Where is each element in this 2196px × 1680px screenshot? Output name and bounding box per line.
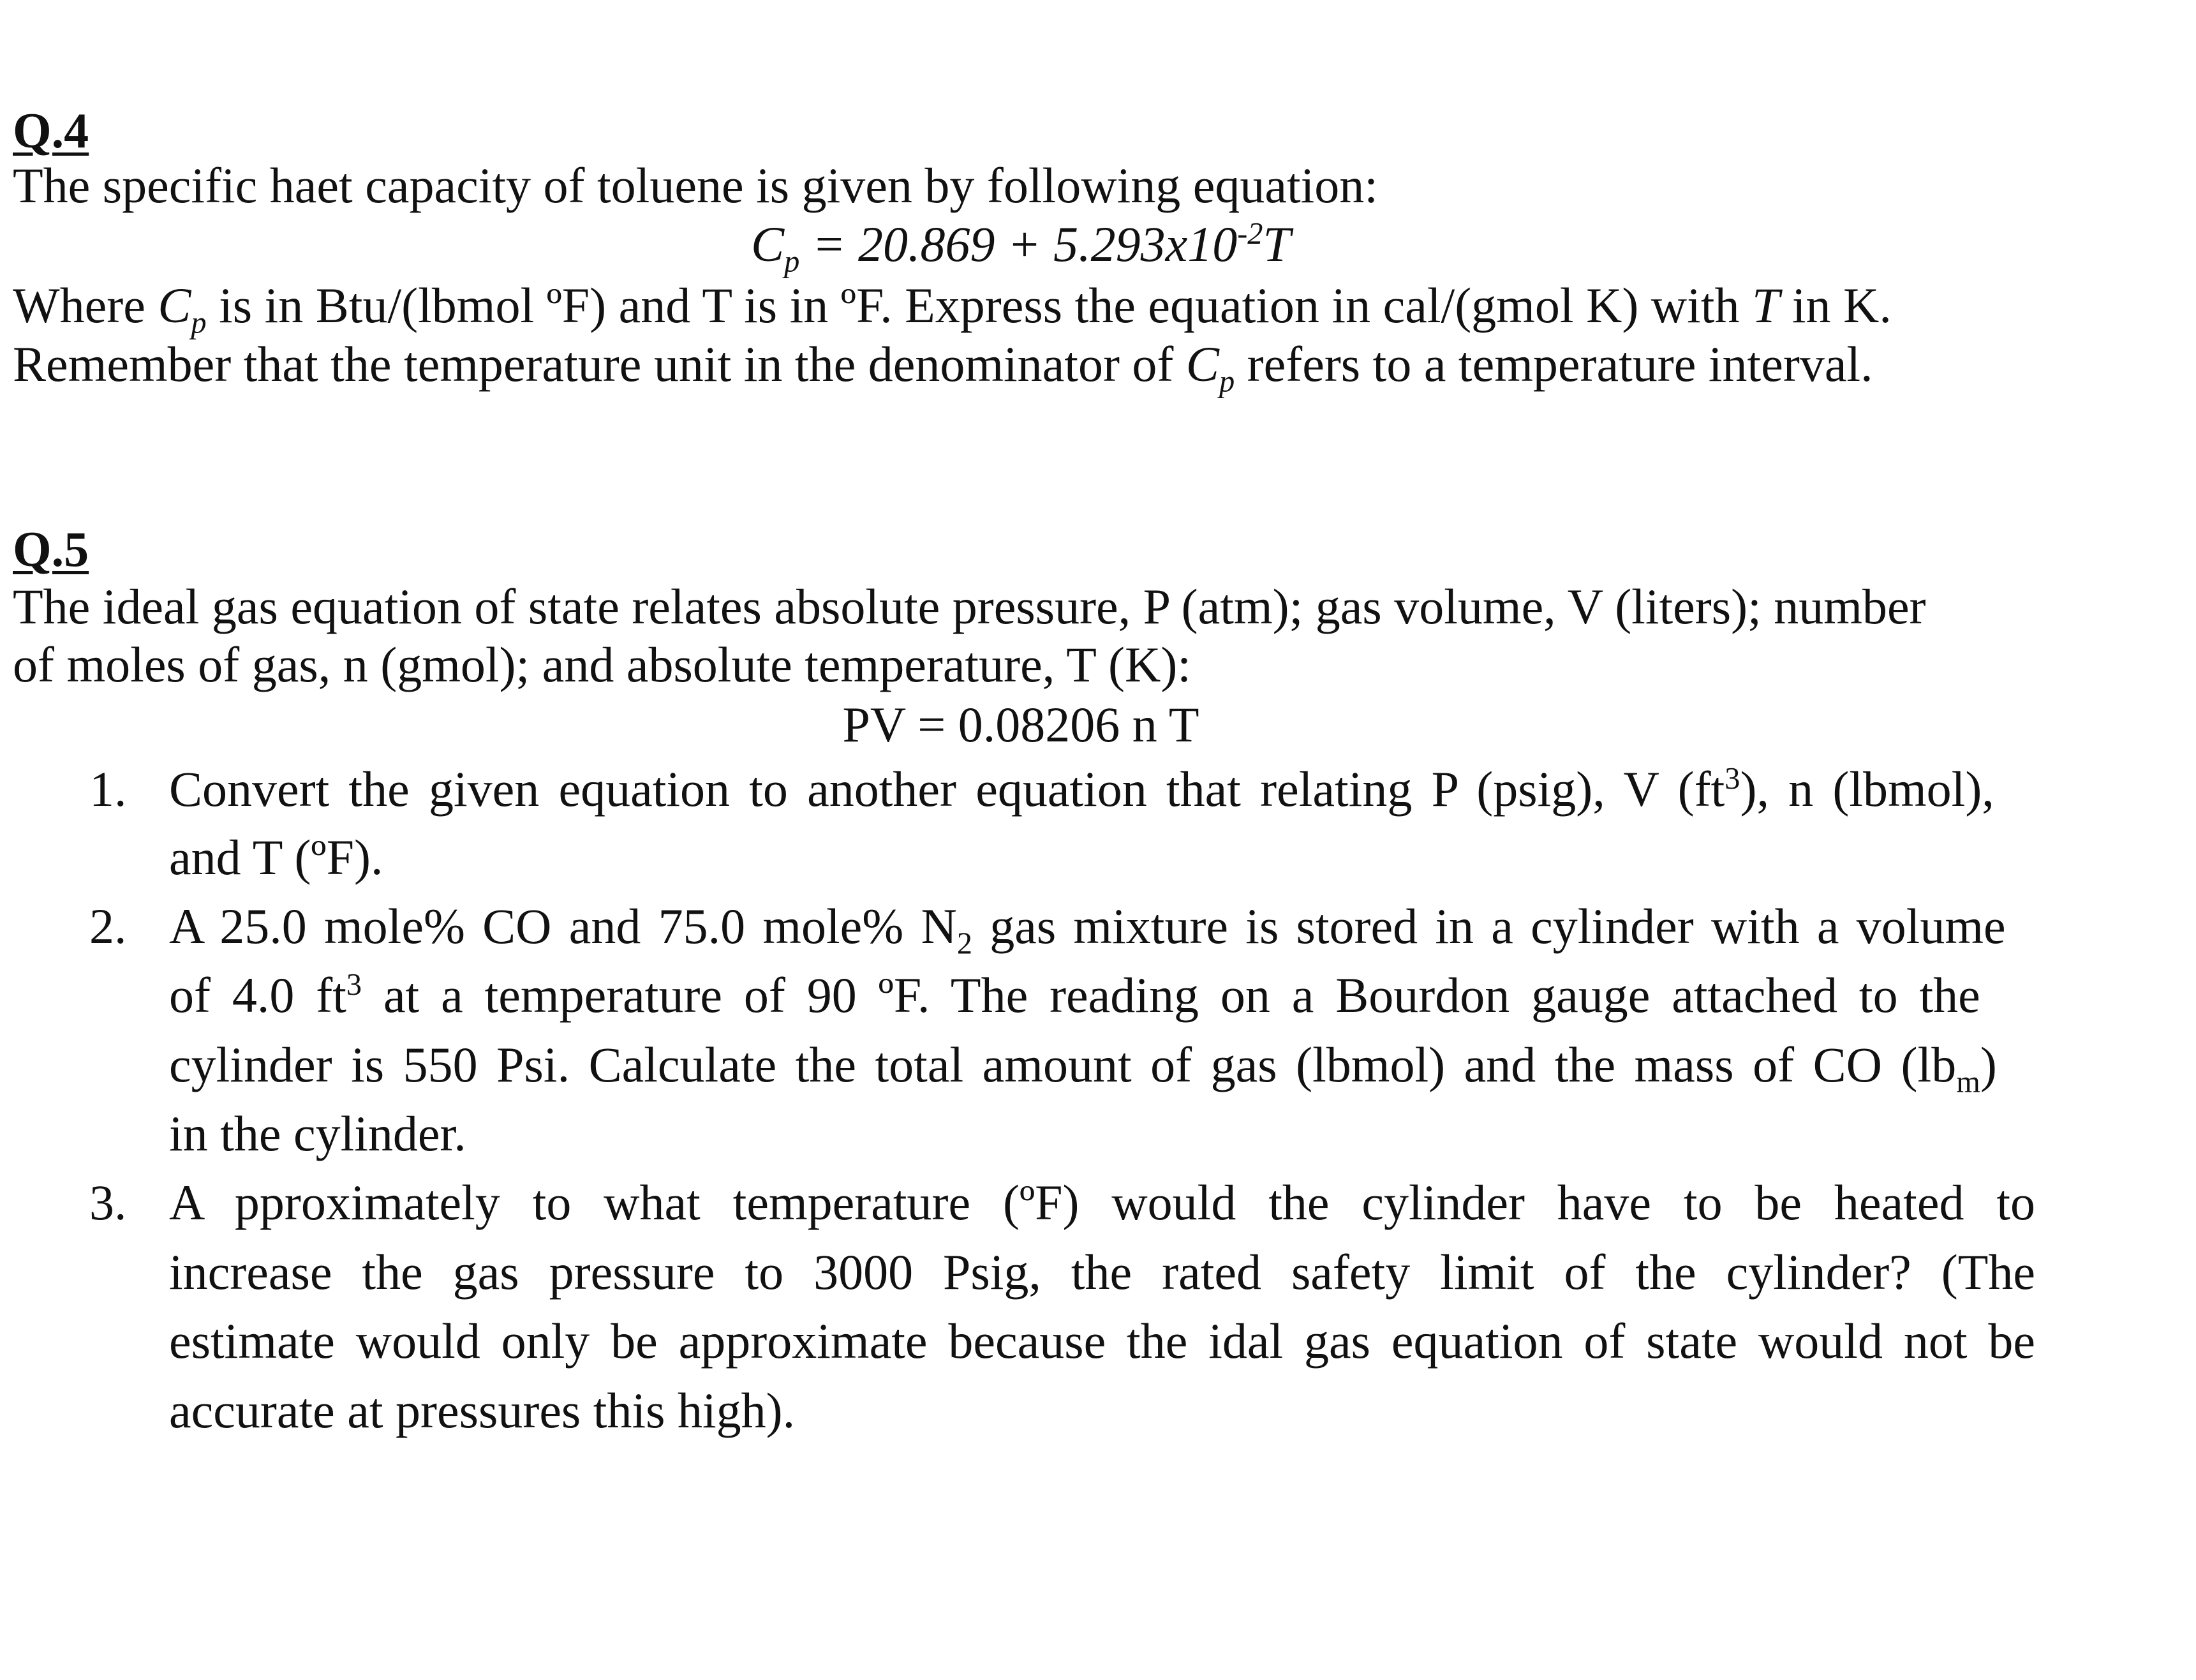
q5-item2-line2-a: of 4.0 ft <box>169 967 346 1023</box>
q4-line2-t: T <box>1751 278 1780 333</box>
q4-line3-b: refers to a temperature interval. <box>1235 336 1873 392</box>
q5-item2-line2-b: at a temperature of 90 ºF. The reading on a Bourdon gauge attached to the <box>362 967 1980 1023</box>
q4-eq-rhs-a: = 20.869 + 5.293x10 <box>799 216 1238 272</box>
q4-line3-a: Remember that the temperature unit in the denominator of <box>13 336 1186 392</box>
q5-item1-line1-sup: 3 <box>1725 762 1740 796</box>
q5-item2-line3-a: cylinder is 550 Psi. Calculate the total amount of gas (lbmol) and the mass of CO (lb <box>169 1037 1957 1092</box>
q4-line2 <box>13 278 1892 340</box>
q5-item2-number: 2. <box>89 898 127 954</box>
q4-line2-c: in K. <box>1779 278 1892 333</box>
q5-item2-line1-sub: 2 <box>956 926 972 961</box>
q4-intro: The specific haet capacity of toluene is given by following equation: <box>13 158 1378 213</box>
q4-heading: Q.4 <box>13 103 89 158</box>
q5-item1-line1-b: ), n (lbmol), <box>1740 761 1994 817</box>
q5-item3-line4: accurate at pressures this high). <box>169 1383 796 1438</box>
q5-item1-line2: and T (ºF). <box>169 829 383 885</box>
q4-equation <box>0 216 2042 279</box>
q5-item1-line1-a: Convert the given equation to another equation that relating P (psig), V (ft <box>169 761 1725 817</box>
q4-line2-a: Where <box>13 278 158 333</box>
q5-item1-line1 <box>169 761 2035 817</box>
q4-line2-b: is in Btu/(lbmol ºF) and T is in ºF. Express the equation in cal/(gmol K) with <box>206 278 1752 333</box>
q4-eq-rhs-b: T <box>1263 216 1291 272</box>
q5-heading: Q.5 <box>13 521 89 577</box>
q5-item2-line3-b: ) <box>1980 1037 1997 1092</box>
q4-eq-exponent: -2 <box>1237 217 1263 251</box>
q5-intro-line1: The ideal gas equation of state relates absolute pressure, P (atm); gas volume, V (liters); number <box>13 579 1926 634</box>
q4-line3 <box>13 336 1873 399</box>
q5-item2-line1 <box>169 898 2035 961</box>
q5-item2-line2 <box>169 967 2035 1023</box>
q5-item2-line1-b: gas mixture is stored in a cylinder with a volume <box>972 898 2006 954</box>
q5-item3-line1: A pproximately to what temperature (ºF) would the cylinder have to be heated to <box>169 1175 2035 1230</box>
q5-item3-line2: increase the gas pressure to 3000 Psig, the rated safety limit of the cylinder? (The <box>169 1244 2035 1300</box>
q5-item3-number: 3. <box>89 1175 127 1230</box>
q5-item2-line4: in the cylinder. <box>169 1106 466 1161</box>
q5-item2-line2-sup: 3 <box>346 968 362 1002</box>
q5-item2-line3-sub: m <box>1956 1065 1980 1099</box>
q4-line3-sym: C <box>1185 336 1219 392</box>
q4-eq-lhs-sub: p <box>784 244 800 279</box>
q4-eq-lhs: C <box>751 216 785 272</box>
q5-equation: PV = 0.08206 n T <box>842 697 1199 752</box>
q4-line2-sub: p <box>191 306 207 340</box>
q5-item1-number: 1. <box>89 761 127 817</box>
q4-line2-sym: C <box>158 278 191 333</box>
q4-line3-sub: p <box>1219 364 1235 399</box>
q5-item2-line1-a: A 25.0 mole% CO and 75.0 mole% N <box>169 898 957 954</box>
q5-intro-line2: of moles of gas, n (gmol); and absolute temperature, T (K): <box>13 637 1191 692</box>
q5-item3-line3: estimate would only be approximate because the idal gas equation of state would not be <box>169 1313 2035 1369</box>
q5-item2-line3 <box>169 1037 2035 1099</box>
